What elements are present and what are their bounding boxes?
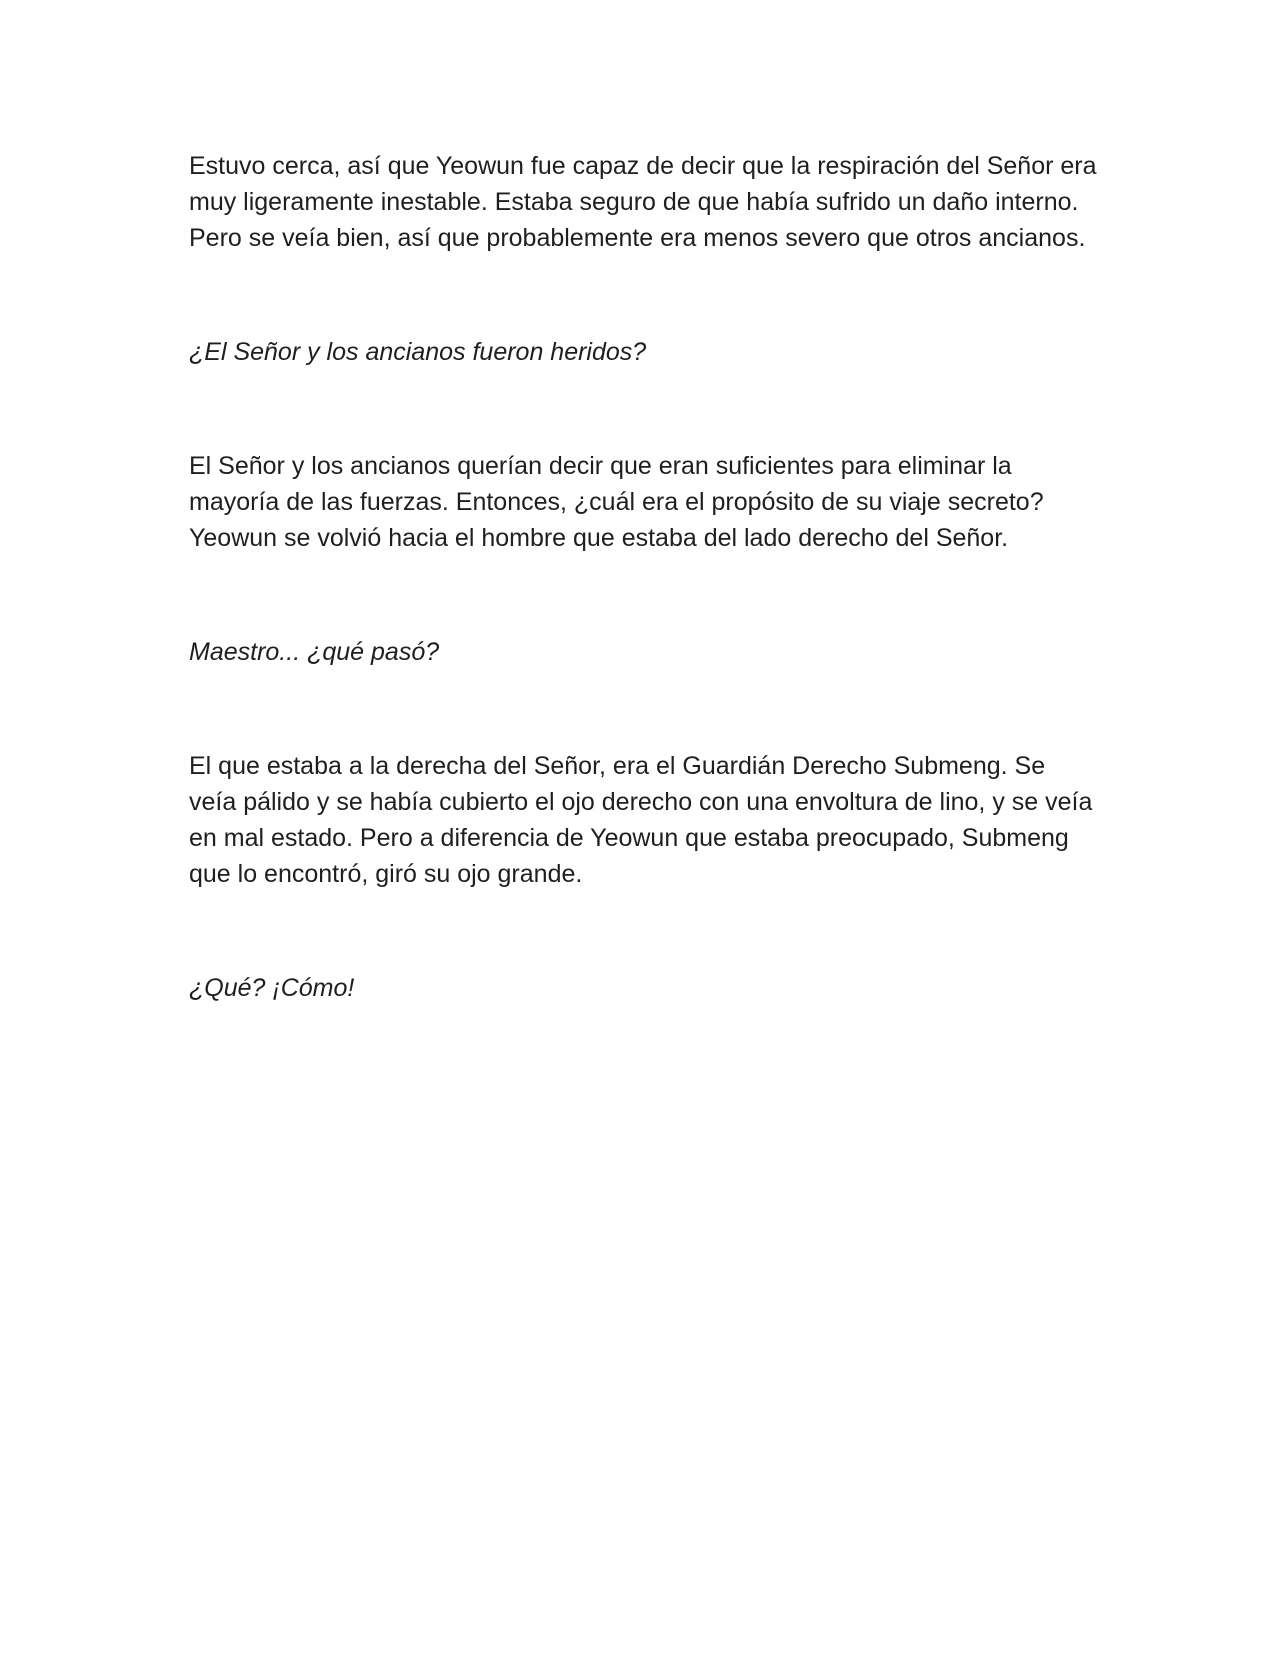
paragraph-spacer [189,892,1099,970]
paragraph-spacer [189,670,1099,748]
paragraph-3: El que estaba a la derecha del Señor, era el Guardián Derecho Submeng. Se veía pálido y se había cubierto el ojo derecho con una envoltura de lino, y se veía en mal estado. Pero a diferencia de Yeowun que estaba preocupado, Submeng que lo encontró, giró su ojo grande. [189,752,1093,888]
paragraph-1: Estuvo cerca, así que Yeowun fue capaz de decir que la respiración del Señor era muy ligeramente inestable. Estaba seguro de que había sufrido un daño interno. Pero se veía bien, así que probablemente era menos severo que otros ancianos. [189,152,1097,252]
paragraph-spacer [189,370,1099,448]
paragraph-2: El Señor y los ancianos querían decir que eran suficientes para eliminar la mayoría de las fuerzas. Entonces, ¿cuál era el propósito de su viaje secreto? Yeowun se volvió hacia el hombre que estaba del lado derecho del Señor. [189,452,1044,552]
italic-thought-1: ¿El Señor y los ancianos fueron heridos? [189,338,647,366]
italic-thought-3: ¿Qué? ¡Cómo! [189,974,355,1002]
paragraph-spacer [189,556,1099,634]
paragraph-spacer [189,256,1099,334]
italic-thought-2: Maestro... ¿qué pasó? [189,638,440,666]
document-body [189,148,1099,1006]
